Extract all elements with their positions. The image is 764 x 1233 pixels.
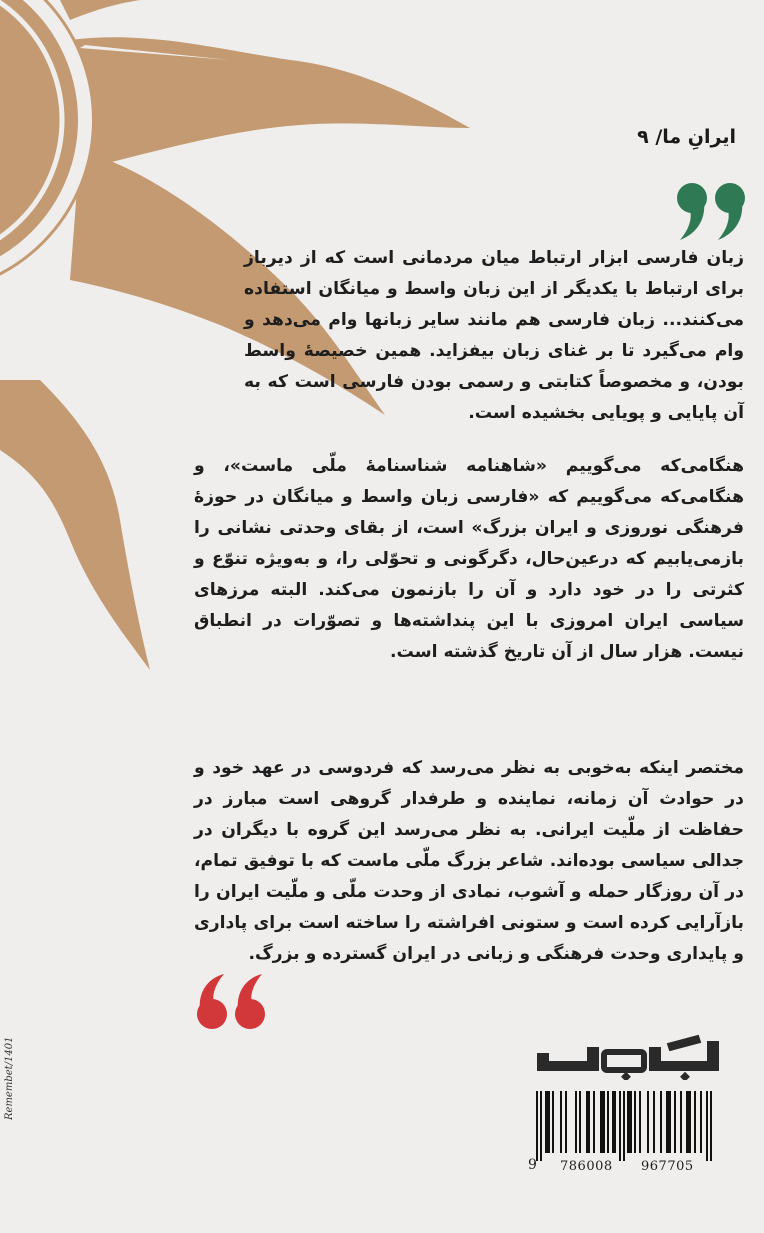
barcode-left-group: 786008	[560, 1159, 613, 1174]
barcode-right-group: 967705	[641, 1159, 694, 1174]
barcode-bars	[536, 1091, 714, 1161]
series-title: ایرانِ ما/ ۹	[637, 126, 736, 148]
isbn-barcode	[528, 1091, 764, 1174]
quote-close-icon	[194, 974, 268, 1032]
barcode-lead-digit: 9	[528, 1157, 537, 1173]
paragraph-3: مختصر اینکه به‌خوبی به نظر می‌رسد که فردوسی در عهد خود و در حوادث آن زمانه، نماینده و طرفدار گروهی است مبارز در حفاظت از ملّیت ایرانی. به نظر می‌رسد این گروه با دیگران در جدالی سیاسی بوده‌اند. شاعر بزرگ ملّی ماست که با توفیق تمام، در آن روزگار حمله و آشوب، نمادی از وحدت ملّی و ملّیت ایران را بازآرایی کرده است و ستونی افراشته را ساخته است برای پاداری و پایداری وحدت فرهنگی و زبانی در ایران گسترده و بزرگ.	[194, 758, 744, 964]
publisher-logo	[528, 1034, 728, 1080]
designer-signature: Remembet/1401	[4, 1036, 15, 1120]
paragraph-2: هنگامی‌که می‌گوییم «شاهنامه شناسنامهٔ ملّی ماست»، و هنگامی‌که می‌گوییم که «فارسی زبان واسط و میانگان در حوزهٔ فرهنگی نوروزی و ایران بزرگ» است، از بقای وحدتی نشانی را بازمی‌یابیم که درعین‌حال، دگرگونی و تحوّلی را، و به‌ویژه تنوّع و کثرتی را در خود دارد و آن را بازنمون می‌کند. البته مرزهای سیاسی ایران امروزی با این پنداشته‌ها و تصوّرات در انطباق نیست. هزار سال از آن تاریخ گذشته است.	[194, 456, 744, 662]
paragraph-1: زبان فارسی ابزار ارتباط میان مردمانی است که از دیرباز برای ارتباط با یکدیگر از این زبان واسط و میانگان استفاده می‌کنند... زبان فارسی هم مانند سایر زبانها وام می‌دهد و وام می‌گیرد تا بر غنای زبان بیفزاید. همین خصیصهٔ واسط بودن، و مخصوصاً کتابتی و رسمی بودن فارسی است که به آن پایایی و پویایی بخشیده است.	[244, 248, 744, 423]
quote-open-icon	[676, 180, 748, 240]
